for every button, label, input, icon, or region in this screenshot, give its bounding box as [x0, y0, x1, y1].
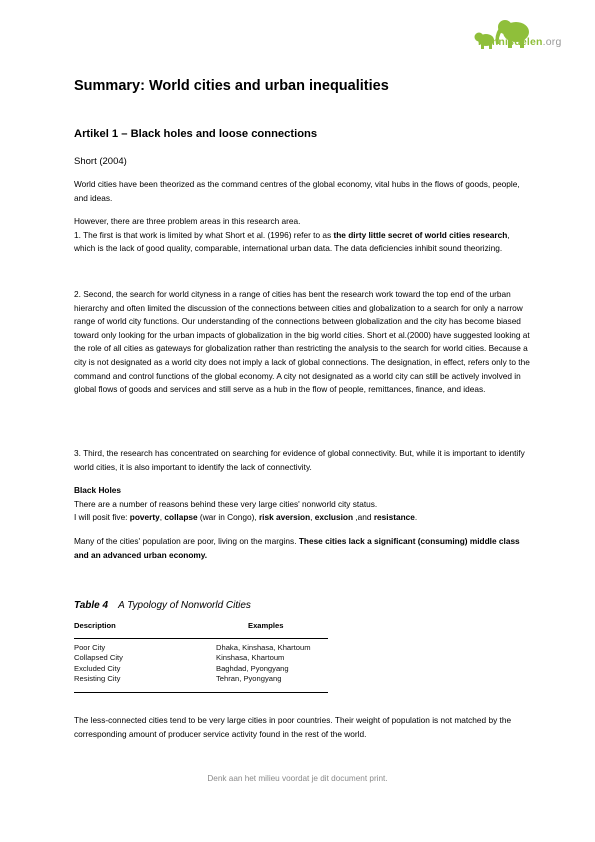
problem-1-text-end: , which is the lack of good quality, comparable, international urban data. The data deficiencies inhibit sound theorizing. — [74, 229, 510, 254]
header-examples: Examples — [248, 621, 284, 630]
intro-text: World cities have been theorized as the command centres of the global economy, vital hubs in the flows of goods, people, and ideas. — [74, 179, 520, 203]
problem-1-bold: the dirty little secret of world cities research — [333, 229, 508, 240]
table-row — [74, 674, 328, 684]
problem-areas-block — [74, 215, 530, 256]
problem-3-paragraph — [74, 447, 530, 474]
table-caption: A Typology of Nonworld Cities — [118, 600, 251, 611]
row-examples: Baghdad, Pyongyang — [216, 663, 289, 673]
row-description: Collapsed City — [74, 653, 123, 663]
sentence-end: . — [414, 512, 418, 523]
table-row — [74, 653, 328, 663]
reason-collapse: collapse — [164, 512, 198, 523]
black-holes-line1: There are a number of reasons behind these very large cities' nonworld city status. — [74, 498, 378, 509]
row-description: Excluded City — [74, 663, 121, 673]
intro-paragraph — [74, 178, 530, 205]
problem-2-paragraph — [74, 288, 530, 397]
table-number: Table 4 — [74, 600, 109, 611]
table-row — [74, 643, 328, 653]
row-examples: Tehran, Pyongyang — [216, 673, 282, 683]
logo-wordmark — [478, 36, 562, 48]
and-text: ,and — [353, 512, 374, 523]
row-examples: Dhaka, Kinshasa, Khartoum — [216, 643, 311, 652]
table-body — [74, 643, 328, 684]
black-holes-heading: Black Holes — [74, 485, 122, 495]
table-header-rule — [74, 638, 328, 639]
black-holes-section — [74, 484, 530, 525]
row-description: Resisting City — [74, 673, 121, 683]
poverty-paragraph — [74, 535, 530, 562]
reason-resistance: resistance — [373, 512, 415, 523]
header-description: Description — [74, 621, 116, 630]
table-row — [74, 664, 328, 674]
footer-note: Denk aan het milieu voordat je dit document print. — [207, 774, 388, 783]
document-title: Summary: World cities and urban inequalities — [74, 78, 389, 94]
problem-2: 2. Second, the search for world cityness in a range of cities has bent the research work toward the top end of the urban hierarchy and often limited the discussion of the connections between cities and globalization to a search for only a narrow range of world city functions. Our understanding of the connections between globalization and the city has become biased toward only looking for the urban impacts of globalization in the big world cities. Short et al.(2000) have suggested looking at the role of all cities as gateways for globalization rather than restricting the analysis to the search for world cities. Because a city is not designated as a world city does not imply a lack of global connections. The designation, in effect, refers only to the command and control functions of the global economy. A city not designated as a world city can still be actively involved in global flows of goods and services and still serve as a hub in the flow of people, remittances, finance, and ideas. — [74, 289, 530, 395]
problem-1 — [74, 229, 530, 256]
collapse-note: (war in Congo), — [197, 512, 259, 523]
table-header — [74, 621, 328, 635]
problem-1-text: 1. The first is that work is limited by what Short et al. (1996) refer to as — [74, 229, 334, 240]
closing-text: The less-connected cities tend to be very large cities in poor countries. Their weight of population is not matched by the corresponding amount of producer service activity found in the rest of the world. — [74, 715, 512, 739]
table-bottom-rule — [74, 692, 328, 693]
table-title — [74, 600, 328, 611]
five-reasons-prefix: I will posit five: — [74, 512, 130, 523]
typology-table — [74, 600, 328, 684]
black-holes-line2: I will posit five: poverty, collapse (war in Congo), risk aversion, exclusion ,and resistance. — [74, 512, 418, 523]
reason-risk-aversion: risk aversion — [258, 512, 311, 523]
reason-poverty: poverty — [129, 512, 160, 523]
problem-3: 3. Third, the research has concentrated on searching for evidence of global connectivity. But, while it is important to identify world cities, it is also important to identify the lack of connectivity. — [74, 448, 525, 472]
closing-paragraph — [74, 714, 530, 741]
citation: Short (2004) — [74, 156, 127, 167]
poverty-text-normal: Many of the cities' population are poor, living on the margins. — [74, 536, 299, 546]
poverty-text-bold: These cities lack a significant (consuming) middle class and an advanced urban economy. — [74, 536, 520, 560]
reason-exclusion: exclusion — [314, 512, 354, 523]
section-heading: Artikel 1 – Black holes and loose connections — [74, 128, 318, 140]
row-description: Poor City — [74, 643, 106, 652]
logo-name: Kennisdelen — [478, 36, 543, 48]
poverty-text — [74, 535, 530, 562]
problem-intro: However, there are three problem areas in this research area. — [74, 216, 301, 226]
logo-domain: .org — [542, 36, 562, 48]
row-examples: Kinshasa, Khartoum — [216, 653, 285, 663]
